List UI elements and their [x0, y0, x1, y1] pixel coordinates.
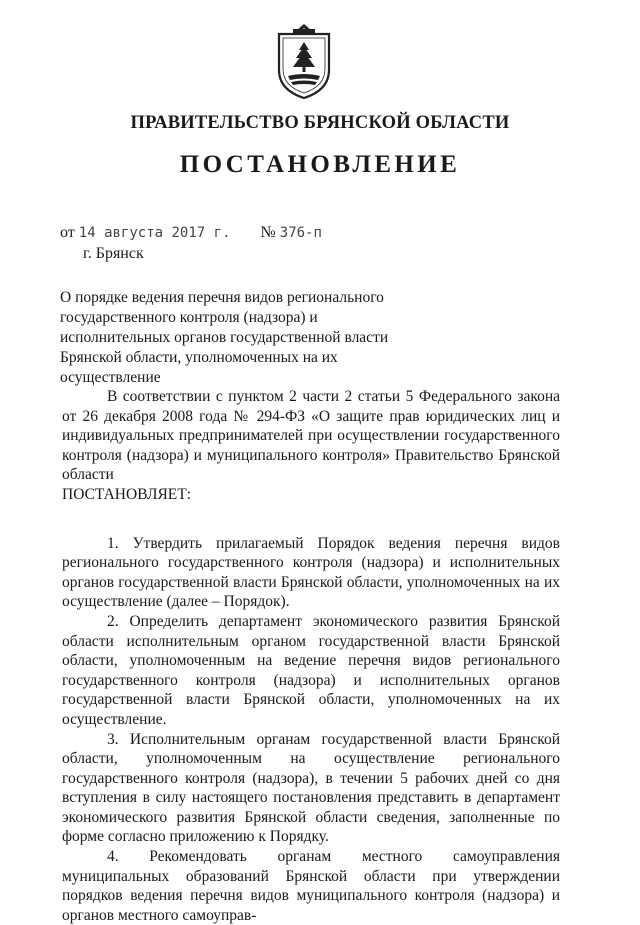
- preamble-paragraph: В соответствии с пунктом 2 части 2 статьи 5 Федерального закона от 26 декабря 2008 года № 294-ФЗ «О защите прав юридических лиц и индивидуальных предпринимателей при осуществлении государственного контроля (надзора) и муниципального контроля» Правительство Брянской области: [62, 388, 560, 484]
- coat-of-arms-icon: [277, 22, 331, 100]
- document-number: 376-п: [279, 225, 322, 241]
- document-type-heading: ПОСТАНОВЛЕНИЕ: [179, 151, 461, 178]
- list-item: 2. Определить департамент экономического развития Брянской области исполнительным органом государственной власти Брянской области, уполномоченным на ведение перечня видов регионального государственного контроля (надзора) и исполнительных органов государственной власти Брянской области, уполномоченных на их осуществление.: [62, 612, 560, 728]
- document-date: 14 августа 2017 г.: [78, 225, 231, 241]
- document-subject: О порядке ведения перечня видов регионального государственного контроля (надзора) и исполнительных органов государственной власти Брянской области, уполномоченных на их осуществление: [60, 289, 389, 386]
- date-prefix: от: [60, 224, 75, 241]
- list-item: 1. Утвердить прилагаемый Порядок ведения перечня видов регионального государственного контроля (надзора) и исполнительных органов государственной власти Брянской области, уполномоченных на их осуществление (далее – Порядок).: [62, 534, 560, 611]
- list-item: 3. Исполнительным органам государственной власти Брянской области, уполномоченным на осуществление регионального государственного контроля (надзора), в течении 5 рабочих дней со дня вступления в силу настоящего постановления представить в департамент экономического развития Брянской области сведения, заполненные по форме согласно приложению к Порядку.: [62, 730, 560, 846]
- date-number-line: [60, 224, 322, 242]
- list-item: 4. Рекомендовать органам местного самоуправления муниципальных образований Брянской области при утверждении порядков ведения перечня видов муниципального контроля (надзора) и органов местного самоуправ-: [62, 848, 560, 924]
- document-body: [62, 387, 560, 925]
- government-title: ПРАВИТЕЛЬСТВО БРЯНСКОЙ ОБЛАСТИ: [130, 113, 510, 133]
- resolves-heading: ПОСТАНОВЛЯЕТ:: [62, 485, 192, 503]
- city-line: г. Брянск: [83, 245, 144, 262]
- number-prefix: №: [260, 224, 276, 241]
